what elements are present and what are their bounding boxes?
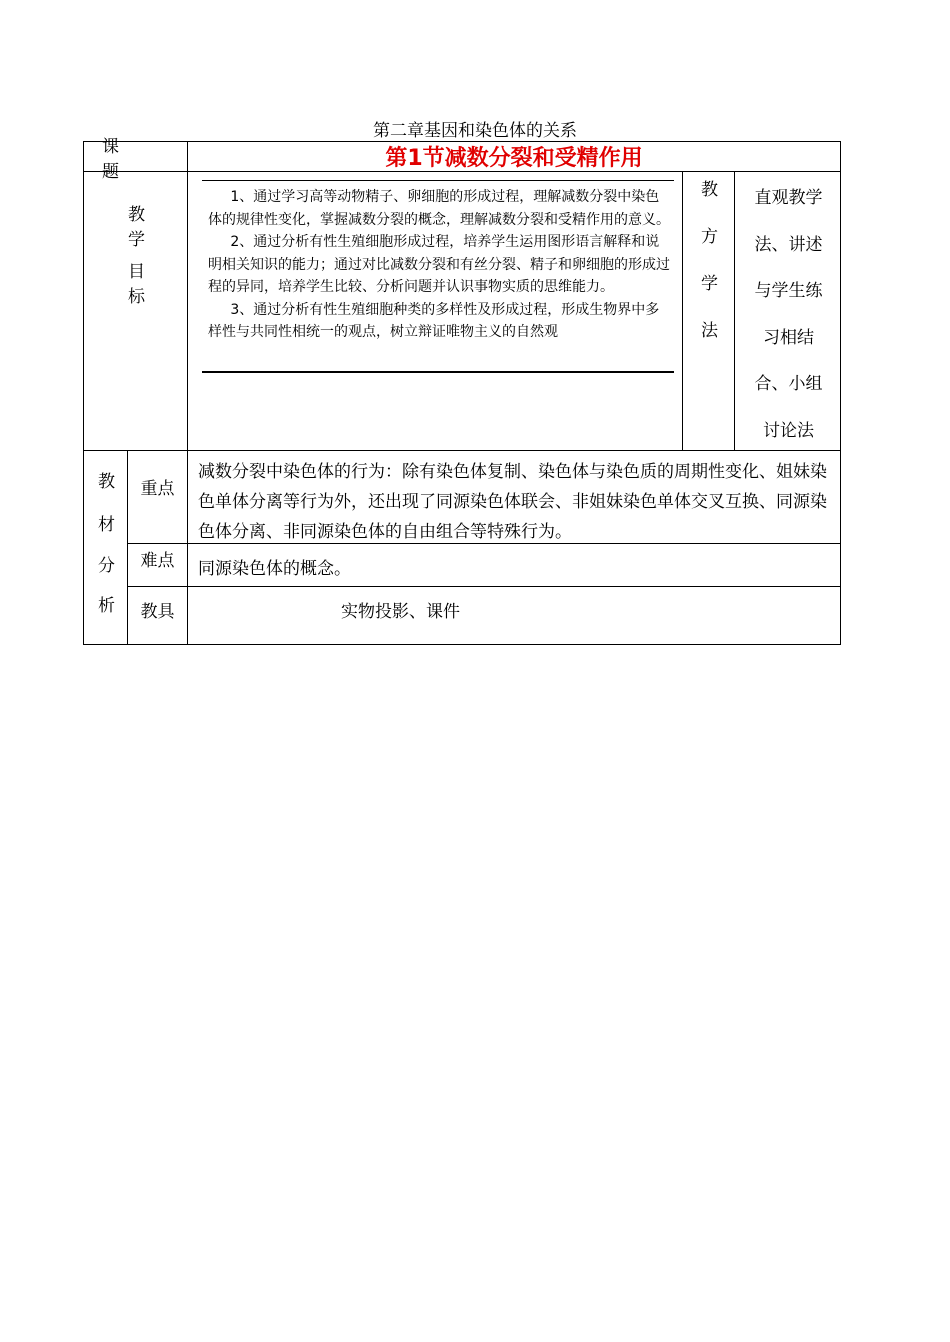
tools-label: 教具 [140,602,175,622]
method-value-line: 合、小组 [754,374,823,394]
objectives-label-line2: 目 标 [128,262,165,307]
method-value-line: 习相结 [763,327,814,348]
topic-label: 课 题 [83,141,188,172]
objectives-cell [187,171,683,451]
tools-label-cell [127,586,188,645]
objective-item: 2、通过分析有性生殖细胞形成过程，培养学生运用图形语言解释和说明相关知识的能力；通过对比减数分裂和有丝分裂、精子和卵细胞的形成过程的异同，培养学生比较、分析问题并认识事物实质的思维能力。 [208,234,670,295]
key-point-label-cell [127,450,188,544]
lesson-title-cell [187,141,841,172]
method-label-char: 学 [701,274,718,294]
method-value-line: 直观教学 [754,188,823,208]
method-label-char: 教 [701,180,718,200]
analysis-label-cell [83,450,128,645]
tools-cell [187,586,841,645]
method-label-cell [682,171,735,451]
lesson-title: 减数分裂和受精作用 [444,146,643,171]
tools-text: 实物投影、课件 [341,602,460,622]
key-point-text: 减数分裂中染色体的行为：除有染色体复制、染色体与染色质的周期性变化、姐妹染色单体分离等行为外，还出现了同源染色体联会、非姐妹染色单体交叉互换、同源染色体分离、非同源染色体的自由组合等特殊行为。 [187,450,841,544]
objectives-label-line1: 教 学 [128,205,165,250]
key-point-label: 重点 [140,479,175,499]
method-value-line: 与学生练 [754,281,823,301]
difficulty-label-cell [127,543,188,587]
analysis-label-char: 教 [98,472,115,492]
analysis-label-char: 析 [98,596,115,616]
method-value-cell [734,171,841,451]
objective-item: 3、通过分析有性生殖细胞种类的多样性及形成过程，形成生物界中多样性与共同性相统一的观点，树立辩证唯物主义的自然观 [208,301,660,340]
difficulty-text: 同源染色体的概念。 [187,543,841,587]
objective-item: 1、通过学习高等动物精子、卵细胞的形成过程，理解减数分裂中染色体的规律性变化，掌握减数分裂的概念，理解减数分裂和受精作用的意义。 [208,189,670,228]
method-value [735,175,842,454]
analysis-label-char: 分 [98,556,115,576]
objectives-label-cell [83,171,188,451]
method-value-line: 法、讲述 [754,234,823,255]
difficulty-label: 难点 [140,551,175,571]
method-value-line: 讨论法 [763,420,814,441]
objectives-text-box [202,180,674,373]
method-label-char: 方 [701,227,718,247]
lesson-number: 第1节 [385,146,445,171]
lesson-plan-table [83,136,841,645]
chapter-title: 第二章基因和染色体的关系 [373,121,577,141]
analysis-label-char: 材 [98,515,115,535]
method-label-char: 法 [701,321,718,341]
